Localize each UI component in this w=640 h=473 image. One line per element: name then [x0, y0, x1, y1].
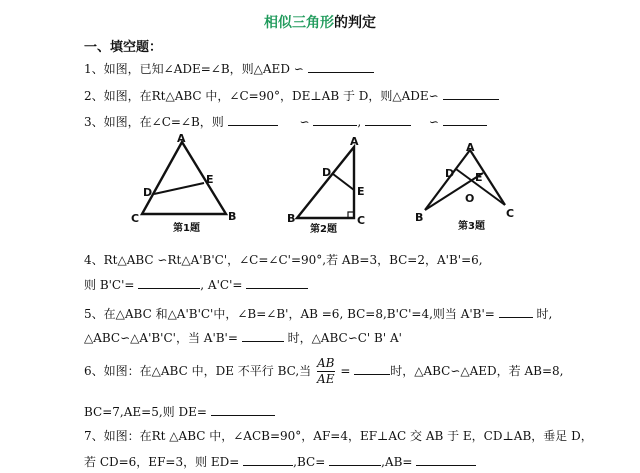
fig2-segment-de: [333, 174, 354, 190]
question-1: [84, 60, 374, 77]
title-rest: 的判定: [334, 15, 376, 31]
fig1-segment-de: [154, 183, 204, 194]
q3-blank-4[interactable]: [443, 113, 487, 126]
q6-pre: 6、如图：在△ABC 中，DE 不平行 BC,当: [84, 364, 312, 378]
q4-line2a: 则 B'C'=: [84, 278, 135, 292]
question-6-line-2: [84, 403, 275, 420]
q7-line2b: ,BC=: [293, 455, 326, 469]
page-title: [0, 12, 640, 32]
q3-text: 3、如图，在∠C=∠B，则: [84, 115, 224, 129]
q5-blank-1[interactable]: [499, 305, 533, 318]
question-7: [84, 427, 593, 444]
question-2: [84, 87, 499, 104]
q3-comma: ,: [357, 115, 362, 129]
question-4-line-2: [84, 276, 308, 293]
figure-1: [128, 132, 246, 238]
q6-blank-2[interactable]: [211, 403, 275, 416]
fig2-label-a: A: [350, 135, 359, 148]
fig2-caption: 第2题: [310, 224, 337, 235]
fig1-label-d: D: [143, 186, 153, 199]
figure-3: [412, 143, 522, 235]
q5-tail: 时,: [536, 307, 553, 321]
fig3-label-o: O: [465, 192, 475, 205]
q3-blank-1[interactable]: [228, 113, 278, 126]
fig1-label-c: C: [131, 212, 140, 225]
fig3-caption: 第3题: [458, 221, 485, 232]
fig3-side-ab: [425, 150, 470, 210]
question-7-line-2: [84, 453, 476, 470]
question-4: [84, 251, 483, 268]
q5-blank-2[interactable]: [242, 329, 284, 342]
q5-text: 5、在△ABC 和△A'B'C'中，∠B=∠B'，AB =6, BC=8,B'C'=4,则当 A'B'=: [84, 307, 495, 321]
q2-blank[interactable]: [443, 87, 499, 100]
fig1-label-e: E: [206, 173, 214, 186]
q6-blank-1[interactable]: [354, 362, 390, 375]
q7-line2a: 若 CD=6，EF=3，则 ED=: [84, 455, 240, 469]
q5-line2a: △ABC∽△A'B'C'，当 A'B'=: [84, 331, 238, 345]
section-heading: 一、填空题：: [84, 40, 163, 55]
question-5: [84, 305, 552, 322]
figure-2: [282, 134, 382, 238]
q1-blank[interactable]: [308, 60, 374, 73]
q6-line2: BC=7,AE=5,则 DE=: [84, 405, 207, 419]
q6-post: 时，△ABC∽△AED，若 AB=8,: [390, 364, 564, 378]
q6-fraction-numerator: AB: [317, 356, 335, 370]
question-3: [84, 113, 487, 130]
q7-blank-1[interactable]: [243, 453, 293, 466]
q3-blank-2[interactable]: [313, 113, 357, 126]
q4-line2b: , A'C'=: [200, 278, 243, 292]
fig3-label-b: B: [415, 211, 424, 224]
fig2-label-d: D: [322, 166, 332, 179]
fig3-label-d: D: [445, 167, 455, 180]
fig3-label-a: A: [466, 143, 475, 154]
fig3-label-c: C: [506, 207, 515, 220]
title-highlight: 相似三角形: [264, 15, 334, 31]
question-5-line-2: [84, 329, 402, 346]
q4-blank-2[interactable]: [246, 276, 308, 289]
q4-text: 4、Rt△ABC ∽Rt△A'B'C'，∠C=∠C'=90°,若 AB=3，BC=2，A'B'=6,: [84, 253, 483, 267]
q7-blank-3[interactable]: [416, 453, 476, 466]
question-6: [84, 356, 563, 387]
fig2-label-e: E: [357, 185, 365, 198]
q6-fraction-denominator: AE: [317, 372, 335, 386]
q2-text: 2、如图，在Rt△ABC 中，∠C=90°，DE⊥AB 于 D，则△ADE∽: [84, 89, 439, 103]
q6-equals: =: [340, 364, 351, 378]
q3-blank-3[interactable]: [365, 113, 411, 126]
fig1-label-b: B: [228, 210, 237, 223]
fig1-caption: 第1题: [173, 223, 200, 234]
q3-sim-1: ∽: [299, 115, 310, 129]
q3-sim-2: ∽: [428, 115, 439, 129]
fig2-label-b: B: [287, 212, 296, 225]
q1-text: 1、如图，已知∠ADE=∠B，则△AED ∽: [84, 62, 304, 76]
q7-line2c: ,AB=: [381, 455, 413, 469]
fig2-label-c: C: [357, 214, 366, 227]
q7-text: 7、如图：在Rt △ABC 中，∠ACB=90°，AF=4，EF⊥AC 交 AB 于 E，CD⊥AB，垂足 D，: [84, 429, 593, 443]
q5-line2b: 时，△ABC∽C' B' A': [287, 331, 402, 345]
q7-blank-2[interactable]: [329, 453, 381, 466]
q4-blank-1[interactable]: [138, 276, 200, 289]
q6-fraction: [317, 356, 334, 387]
fig1-label-a: A: [177, 132, 186, 145]
fig3-label-e: E: [475, 171, 483, 184]
